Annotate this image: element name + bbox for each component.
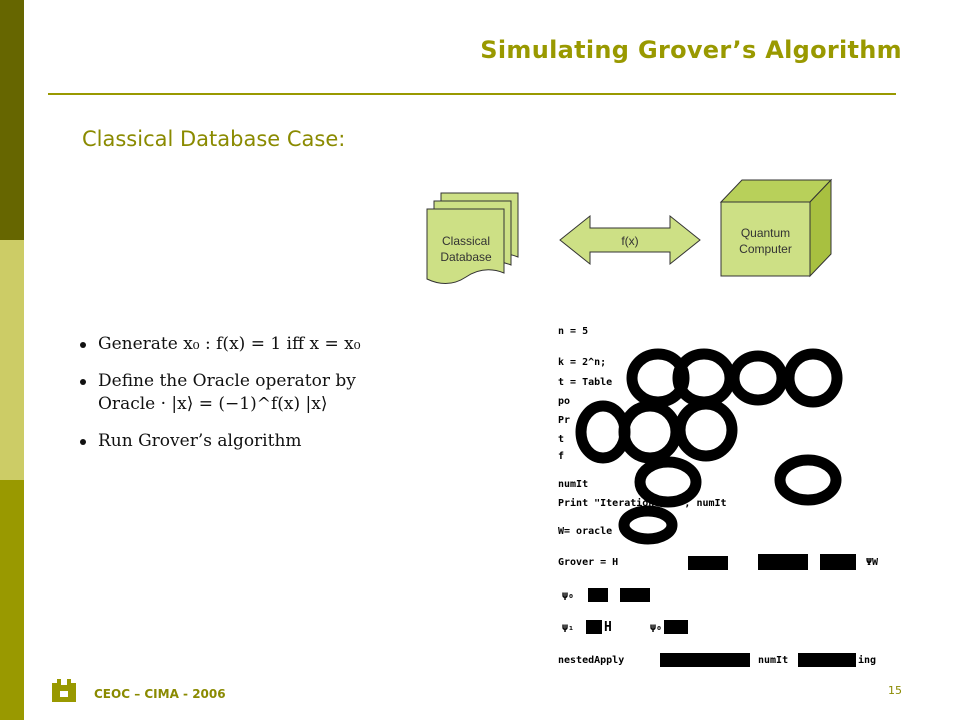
bullet-dot-icon bbox=[80, 379, 86, 385]
computer-label-line1: Quantum bbox=[740, 226, 791, 240]
bullet-list bbox=[80, 333, 361, 467]
code-line: po bbox=[558, 396, 571, 407]
logo-icon bbox=[51, 677, 77, 703]
garbled-glyph-overlay bbox=[558, 320, 938, 675]
code-line: numIt bbox=[558, 479, 589, 490]
code-listing bbox=[558, 320, 938, 675]
code-line: W= oracle bbox=[558, 526, 613, 537]
code-line: t bbox=[558, 434, 565, 445]
bullet-item bbox=[80, 430, 361, 453]
code-line: k = 2^n; bbox=[558, 357, 607, 368]
code-line: numIt bbox=[758, 655, 789, 666]
code-line: Pr bbox=[558, 415, 571, 426]
code-line: Grover = H bbox=[558, 557, 619, 568]
code-line: n = 5 bbox=[558, 326, 589, 337]
code-line: t = Table bbox=[558, 377, 613, 388]
sidebar-stripe-light bbox=[0, 240, 24, 480]
code-line: Print "Iterations = ", numIt bbox=[558, 498, 727, 509]
code-line: ψ₀ bbox=[562, 590, 575, 601]
slide-title: Simulating Grover’s Algorithm bbox=[480, 36, 902, 64]
code-line: H bbox=[604, 620, 612, 635]
bullet-text: Generate x₀ : f(x) = 1 iff x = x₀ bbox=[98, 334, 361, 354]
footer-text: CEOC – CIMA - 2006 bbox=[94, 687, 226, 701]
bullet-dot-icon bbox=[80, 439, 86, 445]
code-line: nestedApply bbox=[558, 655, 625, 666]
database-label-line2: Database bbox=[440, 250, 492, 264]
sidebar-stripe-dark bbox=[0, 0, 24, 240]
code-line: ψ₁ bbox=[562, 622, 575, 633]
bullet-text: Run Grover’s algorithm bbox=[98, 431, 302, 451]
page-number: 15 bbox=[888, 684, 902, 697]
code-line: ing bbox=[858, 655, 877, 666]
bullet-dot-icon bbox=[80, 342, 86, 348]
title-divider bbox=[48, 93, 896, 95]
code-line: f bbox=[558, 451, 565, 462]
sidebar-stripe-mid bbox=[0, 480, 24, 720]
code-line: ψ₀ bbox=[650, 622, 663, 633]
bullet-text: Define the Oracle operator by bbox=[98, 371, 356, 391]
computer-label-line2: Computer bbox=[739, 242, 792, 256]
code-line: ΨW bbox=[866, 557, 879, 568]
arrow-label: f(x) bbox=[621, 234, 639, 248]
section-heading: Classical Database Case: bbox=[82, 127, 346, 151]
database-label-line1: Classical bbox=[441, 234, 490, 248]
bullet-formula: Oracle · |x⟩ = (−1)^f(x) |x⟩ bbox=[98, 394, 328, 414]
bullet-item bbox=[80, 370, 361, 416]
bullet-item bbox=[80, 333, 361, 356]
